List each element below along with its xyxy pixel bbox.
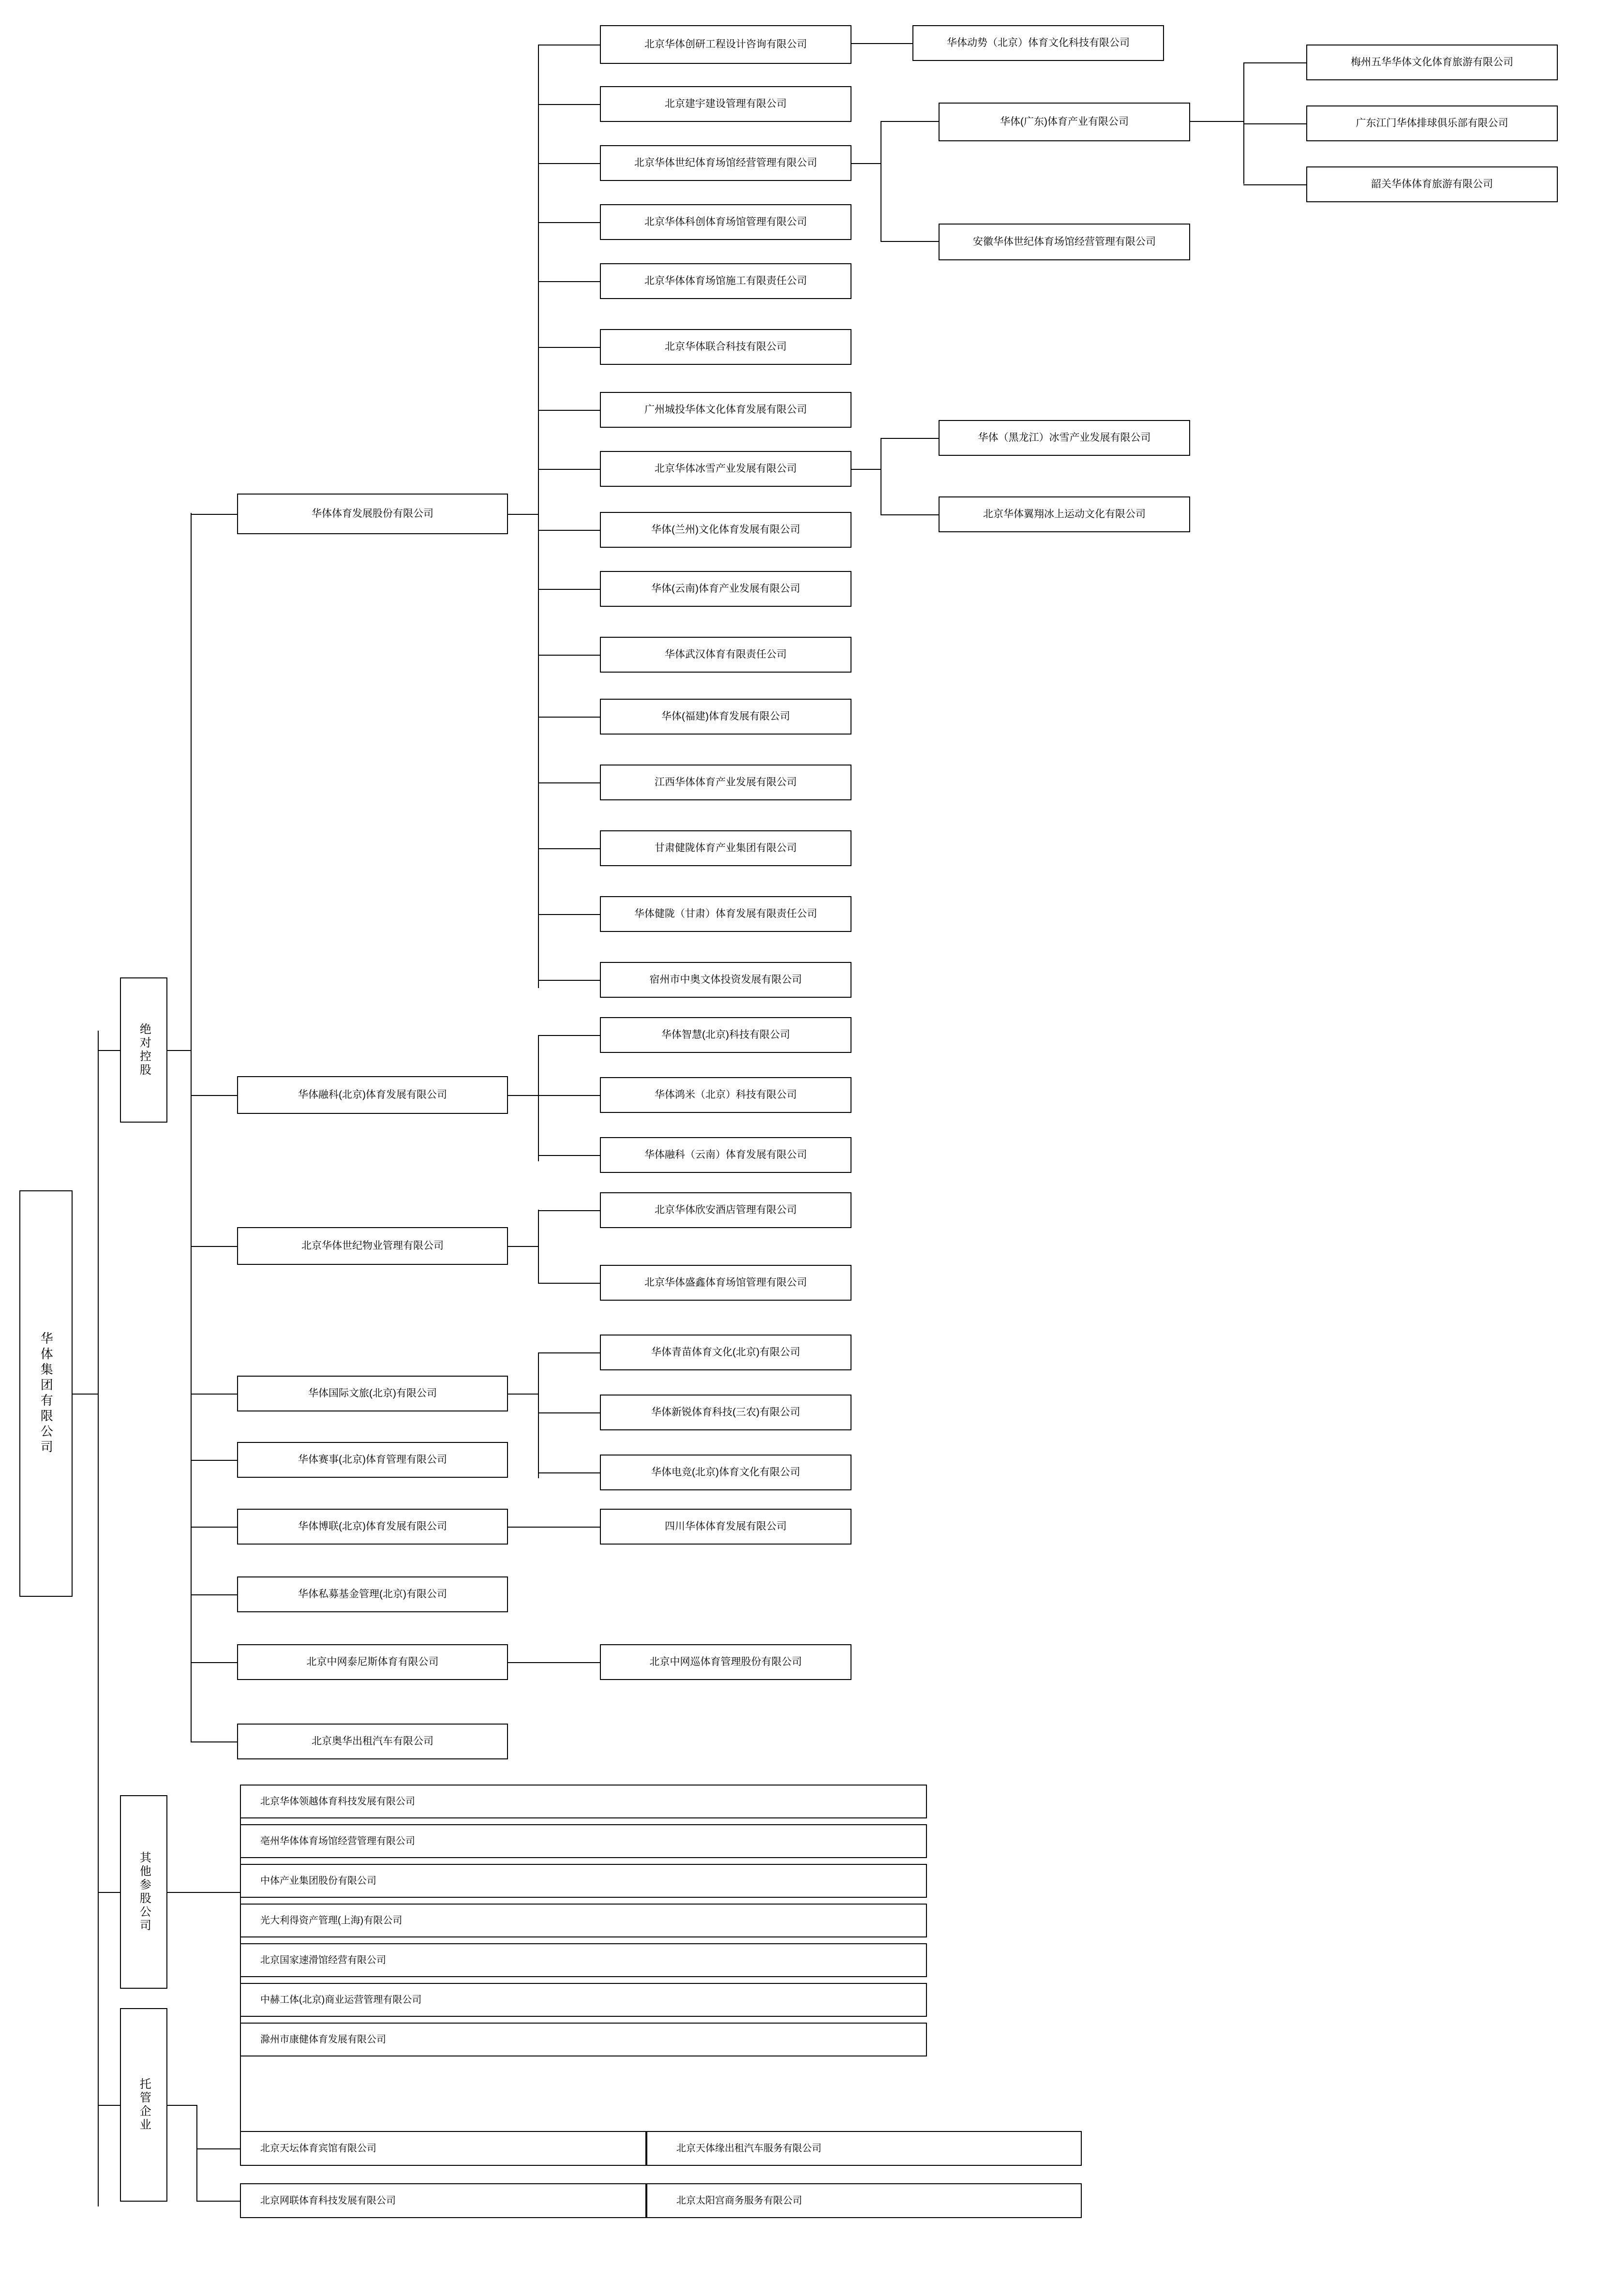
other-share-5 xyxy=(240,1943,927,1977)
node-label: 北京华体联合科技有限公司 xyxy=(665,341,787,352)
connector xyxy=(538,469,600,470)
other-share-3 xyxy=(240,1864,927,1898)
connector xyxy=(191,513,192,1742)
connector xyxy=(98,1892,120,1893)
huati-child-1 xyxy=(600,25,851,64)
wenlv-child-2 xyxy=(600,1395,851,1430)
huati-child-7 xyxy=(600,392,851,428)
rongke-child-3 xyxy=(600,1137,851,1173)
connector xyxy=(191,1741,237,1742)
connector xyxy=(538,281,600,282)
connector xyxy=(191,1394,237,1395)
l2-label: 华体国际文旅(北京)有限公司 xyxy=(308,1387,437,1399)
l2-label: 北京中网泰尼斯体育有限公司 xyxy=(306,1656,439,1667)
node-label: 韶关华体体育旅游有限公司 xyxy=(1371,178,1493,190)
connector xyxy=(538,222,600,223)
other-share-4 xyxy=(240,1904,927,1937)
rongke-child-2 xyxy=(600,1077,851,1113)
l2-node-2 xyxy=(237,1076,508,1114)
node-label: 梅州五华华体文化体育旅游有限公司 xyxy=(1351,56,1513,68)
connector xyxy=(508,1527,600,1528)
category-label: 其他参股公司 xyxy=(137,1851,151,1933)
connector xyxy=(167,1050,191,1051)
other-share-2 xyxy=(240,1824,927,1858)
connector xyxy=(538,45,539,988)
connector xyxy=(538,163,600,164)
branch-node-anhui xyxy=(939,224,1190,260)
branch-node-guangdong xyxy=(939,103,1190,141)
node-label: 北京华体世纪体育场馆经营管理有限公司 xyxy=(634,157,817,168)
connector xyxy=(538,1035,539,1161)
connector xyxy=(538,782,600,783)
trust-left-2 xyxy=(240,2183,646,2218)
node-label: 北京国家速滑馆经营有限公司 xyxy=(260,1954,386,1966)
connector xyxy=(167,2105,196,2106)
huati-child-13 xyxy=(600,765,851,800)
connector xyxy=(538,1155,600,1156)
l2-node-3 xyxy=(237,1227,508,1265)
huati-child-6 xyxy=(600,329,851,365)
connector xyxy=(508,1394,538,1395)
node-label: 北京天坛体育宾馆有限公司 xyxy=(260,2143,376,2154)
l2-label: 北京华体世纪物业管理有限公司 xyxy=(301,1240,444,1251)
branch-node-dongshi xyxy=(912,25,1164,61)
other-share-1 xyxy=(240,1785,927,1818)
l2-label: 北京奥华出租汽车有限公司 xyxy=(312,1735,433,1747)
wuye-child-2 xyxy=(600,1265,851,1301)
l2-node-6 xyxy=(237,1509,508,1545)
node-label: 华体武汉体育有限责任公司 xyxy=(665,648,787,660)
connector xyxy=(538,1210,539,1283)
zhongwang-child-1 xyxy=(600,1644,851,1680)
connector xyxy=(191,1594,237,1595)
node-label: 华体健陇（甘肃）体育发展有限责任公司 xyxy=(634,908,817,919)
huati-child-4 xyxy=(600,204,851,240)
node-label: 北京建宇建设管理有限公司 xyxy=(665,98,787,109)
connector xyxy=(851,43,912,44)
node-label: 四川华体体育发展有限公司 xyxy=(665,1520,787,1532)
huati-child-16 xyxy=(600,962,851,998)
node-label: 北京华体欣安酒店管理有限公司 xyxy=(655,1204,797,1216)
node-label: 广东江门华体排球俱乐部有限公司 xyxy=(1356,117,1508,129)
huati-child-10 xyxy=(600,571,851,607)
connector xyxy=(98,1031,99,2206)
node-label: 宿州市中奥文体投资发展有限公司 xyxy=(649,974,802,985)
node-label: 华体青苗体育文化(北京)有限公司 xyxy=(651,1346,800,1358)
category-other-shares xyxy=(120,1795,167,1989)
l2-node-5 xyxy=(237,1442,508,1478)
connector xyxy=(538,347,600,348)
l2-label: 华体博联(北京)体育发展有限公司 xyxy=(298,1520,447,1532)
wenlv-child-1 xyxy=(600,1335,851,1370)
gd-child-1 xyxy=(1306,45,1558,80)
node-label: 滁州市康健体育发展有限公司 xyxy=(260,2034,386,2045)
l2-label: 华体融科(北京)体育发展有限公司 xyxy=(298,1089,447,1100)
category-absolute xyxy=(120,977,167,1123)
connector xyxy=(538,589,600,590)
node-label: 北京华体创研工程设计咨询有限公司 xyxy=(644,38,807,50)
connector xyxy=(1243,62,1306,63)
l2-node-7 xyxy=(237,1576,508,1612)
node-label: 华体动势（北京）体育文化科技有限公司 xyxy=(947,37,1130,48)
connector xyxy=(98,1050,120,1051)
node-label: 华体融科（云南）体育发展有限公司 xyxy=(644,1149,807,1160)
category-trust xyxy=(120,2008,167,2202)
node-label: 华体（黑龙江）冰雪产业发展有限公司 xyxy=(978,432,1151,443)
connector xyxy=(538,1210,600,1211)
connector xyxy=(538,1035,600,1036)
l2-node-4 xyxy=(237,1376,508,1411)
connector xyxy=(196,2201,240,2202)
trust-left-1 xyxy=(240,2131,646,2166)
connector xyxy=(538,1095,600,1096)
connector xyxy=(191,1527,237,1528)
connector xyxy=(538,1472,600,1473)
connector xyxy=(1190,121,1243,122)
root-label: 华体集团有限公司 xyxy=(39,1332,54,1456)
node-label: 亳州华体体育场馆经营管理有限公司 xyxy=(260,1835,415,1846)
connector xyxy=(98,2105,120,2106)
connector xyxy=(538,1283,600,1284)
l2-label: 华体赛事(北京)体育管理有限公司 xyxy=(298,1454,447,1465)
node-label: 北京华体冰雪产业发展有限公司 xyxy=(655,463,797,474)
node-label: 北京中网巡体育管理股份有限公司 xyxy=(649,1656,802,1667)
connector xyxy=(881,514,939,515)
connector xyxy=(538,914,600,915)
connector xyxy=(538,655,600,656)
connector xyxy=(538,1412,600,1413)
node-label: 安徽华体世纪体育场馆经营管理有限公司 xyxy=(973,236,1156,247)
huati-child-14 xyxy=(600,830,851,866)
connector xyxy=(538,1352,600,1353)
node-label: 北京网联体育科技发展有限公司 xyxy=(260,2195,396,2206)
wenlv-child-3 xyxy=(600,1455,851,1490)
connector xyxy=(1243,123,1306,124)
node-label: 甘肃健陇体育产业集团有限公司 xyxy=(655,842,797,854)
connector xyxy=(538,980,600,981)
connector xyxy=(851,163,881,164)
node-label: 华体新锐体育科技(三农)有限公司 xyxy=(651,1406,800,1418)
bingxue-child-1 xyxy=(939,420,1190,456)
huati-child-15 xyxy=(600,896,851,932)
node-label: 北京天体缘出租汽车服务有限公司 xyxy=(676,2143,821,2154)
huati-child-12 xyxy=(600,699,851,735)
bingxue-child-2 xyxy=(939,496,1190,532)
connector xyxy=(881,121,939,122)
connector xyxy=(508,1662,600,1663)
connector xyxy=(881,241,939,242)
connector xyxy=(191,514,237,515)
wuye-child-1 xyxy=(600,1192,851,1228)
connector xyxy=(508,514,538,515)
connector xyxy=(191,1095,237,1096)
connector xyxy=(191,1662,237,1663)
connector xyxy=(191,1246,237,1247)
bolian-child-1 xyxy=(600,1509,851,1545)
node-label: 北京华体体育场馆施工有限责任公司 xyxy=(644,275,807,286)
node-label: 华体鸿米（北京）科技有限公司 xyxy=(655,1089,797,1100)
l2-node-1 xyxy=(237,494,508,534)
connector xyxy=(508,1095,538,1096)
root-node xyxy=(19,1190,73,1597)
node-label: 北京华体盛鑫体育场馆管理有限公司 xyxy=(644,1276,807,1288)
node-label: 北京华体翼翔冰上运动文化有限公司 xyxy=(983,508,1146,520)
huati-child-11 xyxy=(600,637,851,673)
huati-child-9 xyxy=(600,512,851,548)
node-label: 华体智慧(北京)科技有限公司 xyxy=(661,1029,790,1040)
node-label: 北京华体领越体育科技发展有限公司 xyxy=(260,1796,415,1807)
trust-right-2 xyxy=(646,2183,1082,2218)
rongke-child-1 xyxy=(600,1017,851,1053)
l2-label: 华体体育发展股份有限公司 xyxy=(312,508,433,519)
connector xyxy=(73,1394,98,1395)
connector xyxy=(196,2105,197,2202)
connector xyxy=(538,1352,539,1478)
connector xyxy=(538,104,600,105)
other-share-6 xyxy=(240,1983,927,2017)
gd-child-2 xyxy=(1306,105,1558,141)
connector xyxy=(196,2148,240,2149)
node-label: 江西华体体育产业发展有限公司 xyxy=(655,776,797,788)
connector xyxy=(508,1246,538,1247)
connector xyxy=(538,717,600,718)
node-label: 中赫工体(北京)商业运营管理有限公司 xyxy=(260,1994,422,2005)
huati-child-5 xyxy=(600,263,851,299)
node-label: 广州城投华体文化体育发展有限公司 xyxy=(644,404,807,415)
huati-child-8 xyxy=(600,451,851,487)
connector xyxy=(851,469,881,470)
node-label: 华体电竞(北京)体育文化有限公司 xyxy=(651,1466,800,1478)
l2-label: 华体私募基金管理(北京)有限公司 xyxy=(298,1588,447,1600)
node-label: 华体(兰州)文化体育发展有限公司 xyxy=(651,524,800,535)
node-label: 华体(福建)体育发展有限公司 xyxy=(661,710,790,722)
node-label: 华体(云南)体育产业发展有限公司 xyxy=(651,583,800,594)
category-label: 绝对控股 xyxy=(137,1023,151,1077)
connector xyxy=(538,848,600,849)
node-label: 光大利得资产管理(上海)有限公司 xyxy=(260,1915,403,1926)
connector xyxy=(1243,184,1306,185)
node-label: 华体(广东)体育产业有限公司 xyxy=(1000,116,1129,127)
connector xyxy=(167,1892,240,1893)
connector xyxy=(191,1460,237,1461)
l2-node-8 xyxy=(237,1644,508,1680)
node-label: 北京太阳宫商务服务有限公司 xyxy=(676,2195,802,2206)
category-label: 托管企业 xyxy=(137,2078,151,2132)
node-label: 中体产业集团股份有限公司 xyxy=(260,1875,376,1886)
gd-child-3 xyxy=(1306,166,1558,202)
huati-child-2 xyxy=(600,86,851,122)
trust-right-1 xyxy=(646,2131,1082,2166)
connector xyxy=(538,530,600,531)
node-label: 北京华体科创体育场馆管理有限公司 xyxy=(644,216,807,227)
connector xyxy=(881,438,939,439)
connector xyxy=(538,410,600,411)
l2-node-9 xyxy=(237,1724,508,1759)
other-share-7 xyxy=(240,2023,927,2056)
huati-child-3 xyxy=(600,145,851,181)
